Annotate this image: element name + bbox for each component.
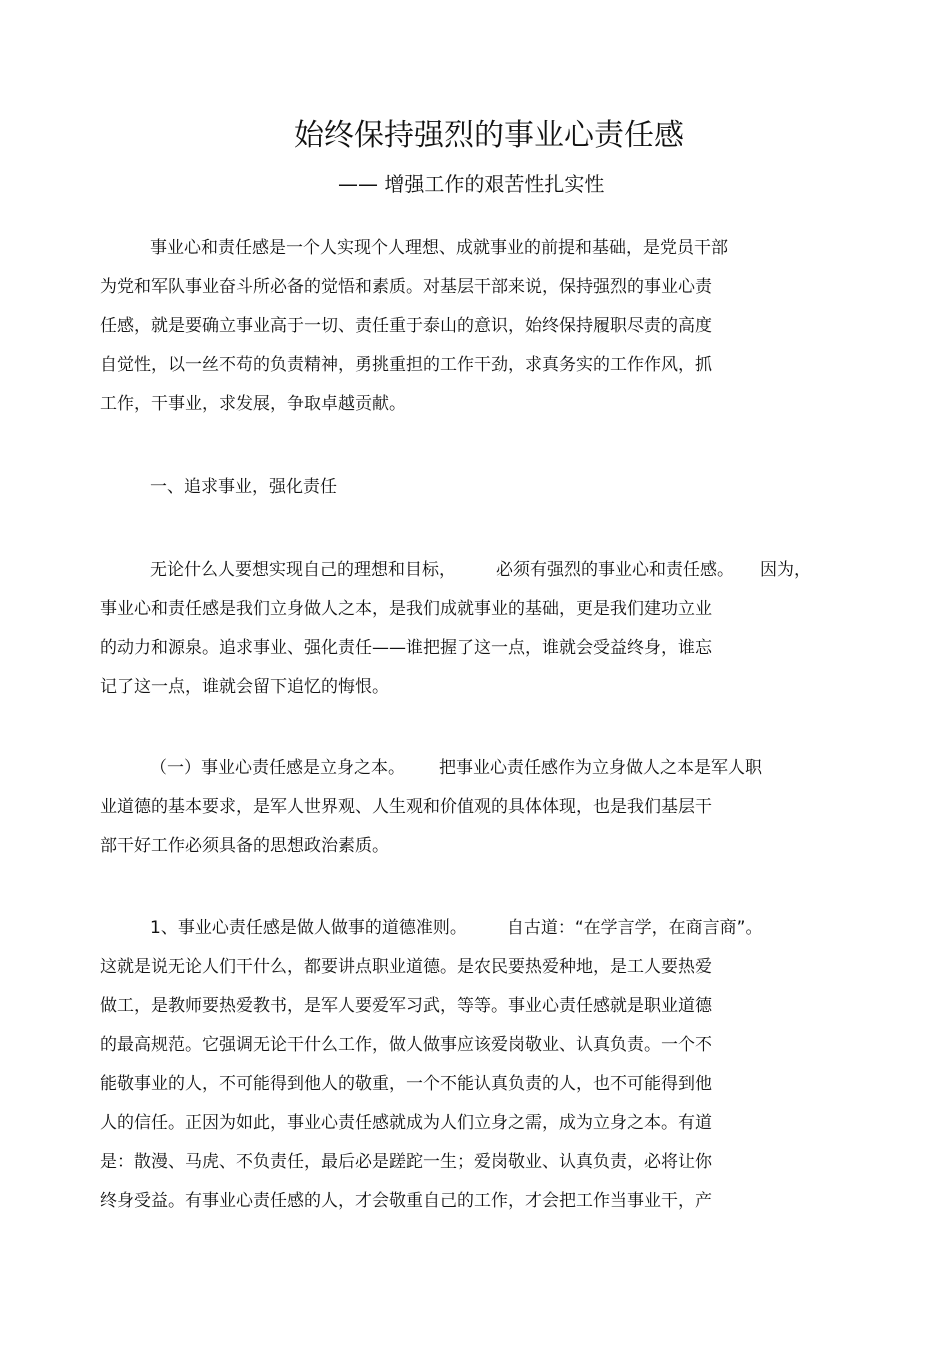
point1-line-4: 的最高规范。它强调无论干什么工作，做人做事应该爱岗敬业、认真负责。一个不 (100, 1035, 712, 1055)
intro-line-1: 事业心和责任感是一个人实现个人理想、成就事业的前提和基础，是党员干部 (150, 238, 728, 258)
document-title: 始终保持强烈的事业心责任感 (294, 118, 684, 153)
section1-line-2: 事业心和责任感是我们立身做人之本，是我们成就事业的基础，更是我们建功立业 (100, 599, 712, 619)
intro-line-2: 为党和军队事业奋斗所必备的觉悟和素质。对基层干部来说，保持强烈的事业心责 (100, 277, 712, 297)
section1-line-4: 记了这一点，谁就会留下追忆的悔恨。 (100, 677, 389, 697)
sub1-line-1 (150, 756, 762, 780)
point1-line-7: 是：散漫、马虎、不负责任，最后必是蹉跎一生；爱岗敬业、认真负责，必将让你 (100, 1152, 712, 1172)
point1-line-1-a: 1、事业心责任感是做人做事的道德准则。 (150, 918, 467, 938)
point1-line-8: 终身受益。有事业心责任感的人，才会敬重自己的工作，才会把工作当事业干，产 (100, 1191, 712, 1211)
section-heading: 一、追求事业，强化责任 (150, 477, 337, 497)
sub1-line-1-a: （一）事业心责任感是立身之本。 (150, 758, 405, 778)
intro-line-5: 工作，干事业，求发展，争取卓越贡献。 (100, 394, 406, 414)
sub1-line-3: 部干好工作必须具备的思想政治素质。 (100, 836, 389, 856)
point1-line-6: 人的信任。正因为如此，事业心责任感就成为人们立身之需，成为立身之本。有道 (100, 1113, 712, 1133)
sub1-line-1-b: 把事业心责任感作为立身做人之本是军人职 (439, 758, 762, 778)
section1-line-3: 的动力和源泉。追求事业、强化责任——谁把握了这一点，谁就会受益终身，谁忘 (100, 638, 712, 658)
point1-line-3: 做工，是教师要热爱教书，是军人要爱军习武，等等。事业心责任感就是职业道德 (100, 996, 712, 1016)
section1-line-1-c: 因为， (760, 560, 811, 580)
sub1-line-2: 业道德的基本要求，是军人世界观、人生观和价值观的具体体现，也是我们基层干 (100, 797, 712, 817)
point1-line-1 (150, 916, 762, 940)
intro-line-4: 自觉性，以一丝不苟的负责精神，勇挑重担的工作干劲，求真务实的工作作风，抓 (100, 355, 712, 375)
section1-line-1 (150, 558, 811, 582)
section1-line-1-a: 无论什么人要想实现自己的理想和目标， (150, 560, 456, 580)
document-subtitle: —— 增强工作的艰苦性扎实性 (338, 172, 605, 196)
section1-line-1-b: 必须有强烈的事业心和责任感。 (496, 560, 734, 580)
point1-line-2: 这就是说无论人们干什么，都要讲点职业道德。是农民要热爱种地，是工人要热爱 (100, 957, 712, 977)
point1-line-5: 能敬事业的人，不可能得到他人的敬重，一个不能认真负责的人，也不可能得到他 (100, 1074, 712, 1094)
intro-line-3: 任感，就是要确立事业高于一切、责任重于泰山的意识，始终保持履职尽责的高度 (100, 316, 712, 336)
point1-line-1-b: 自古道：“在学言学，在商言商”。 (506, 918, 763, 938)
